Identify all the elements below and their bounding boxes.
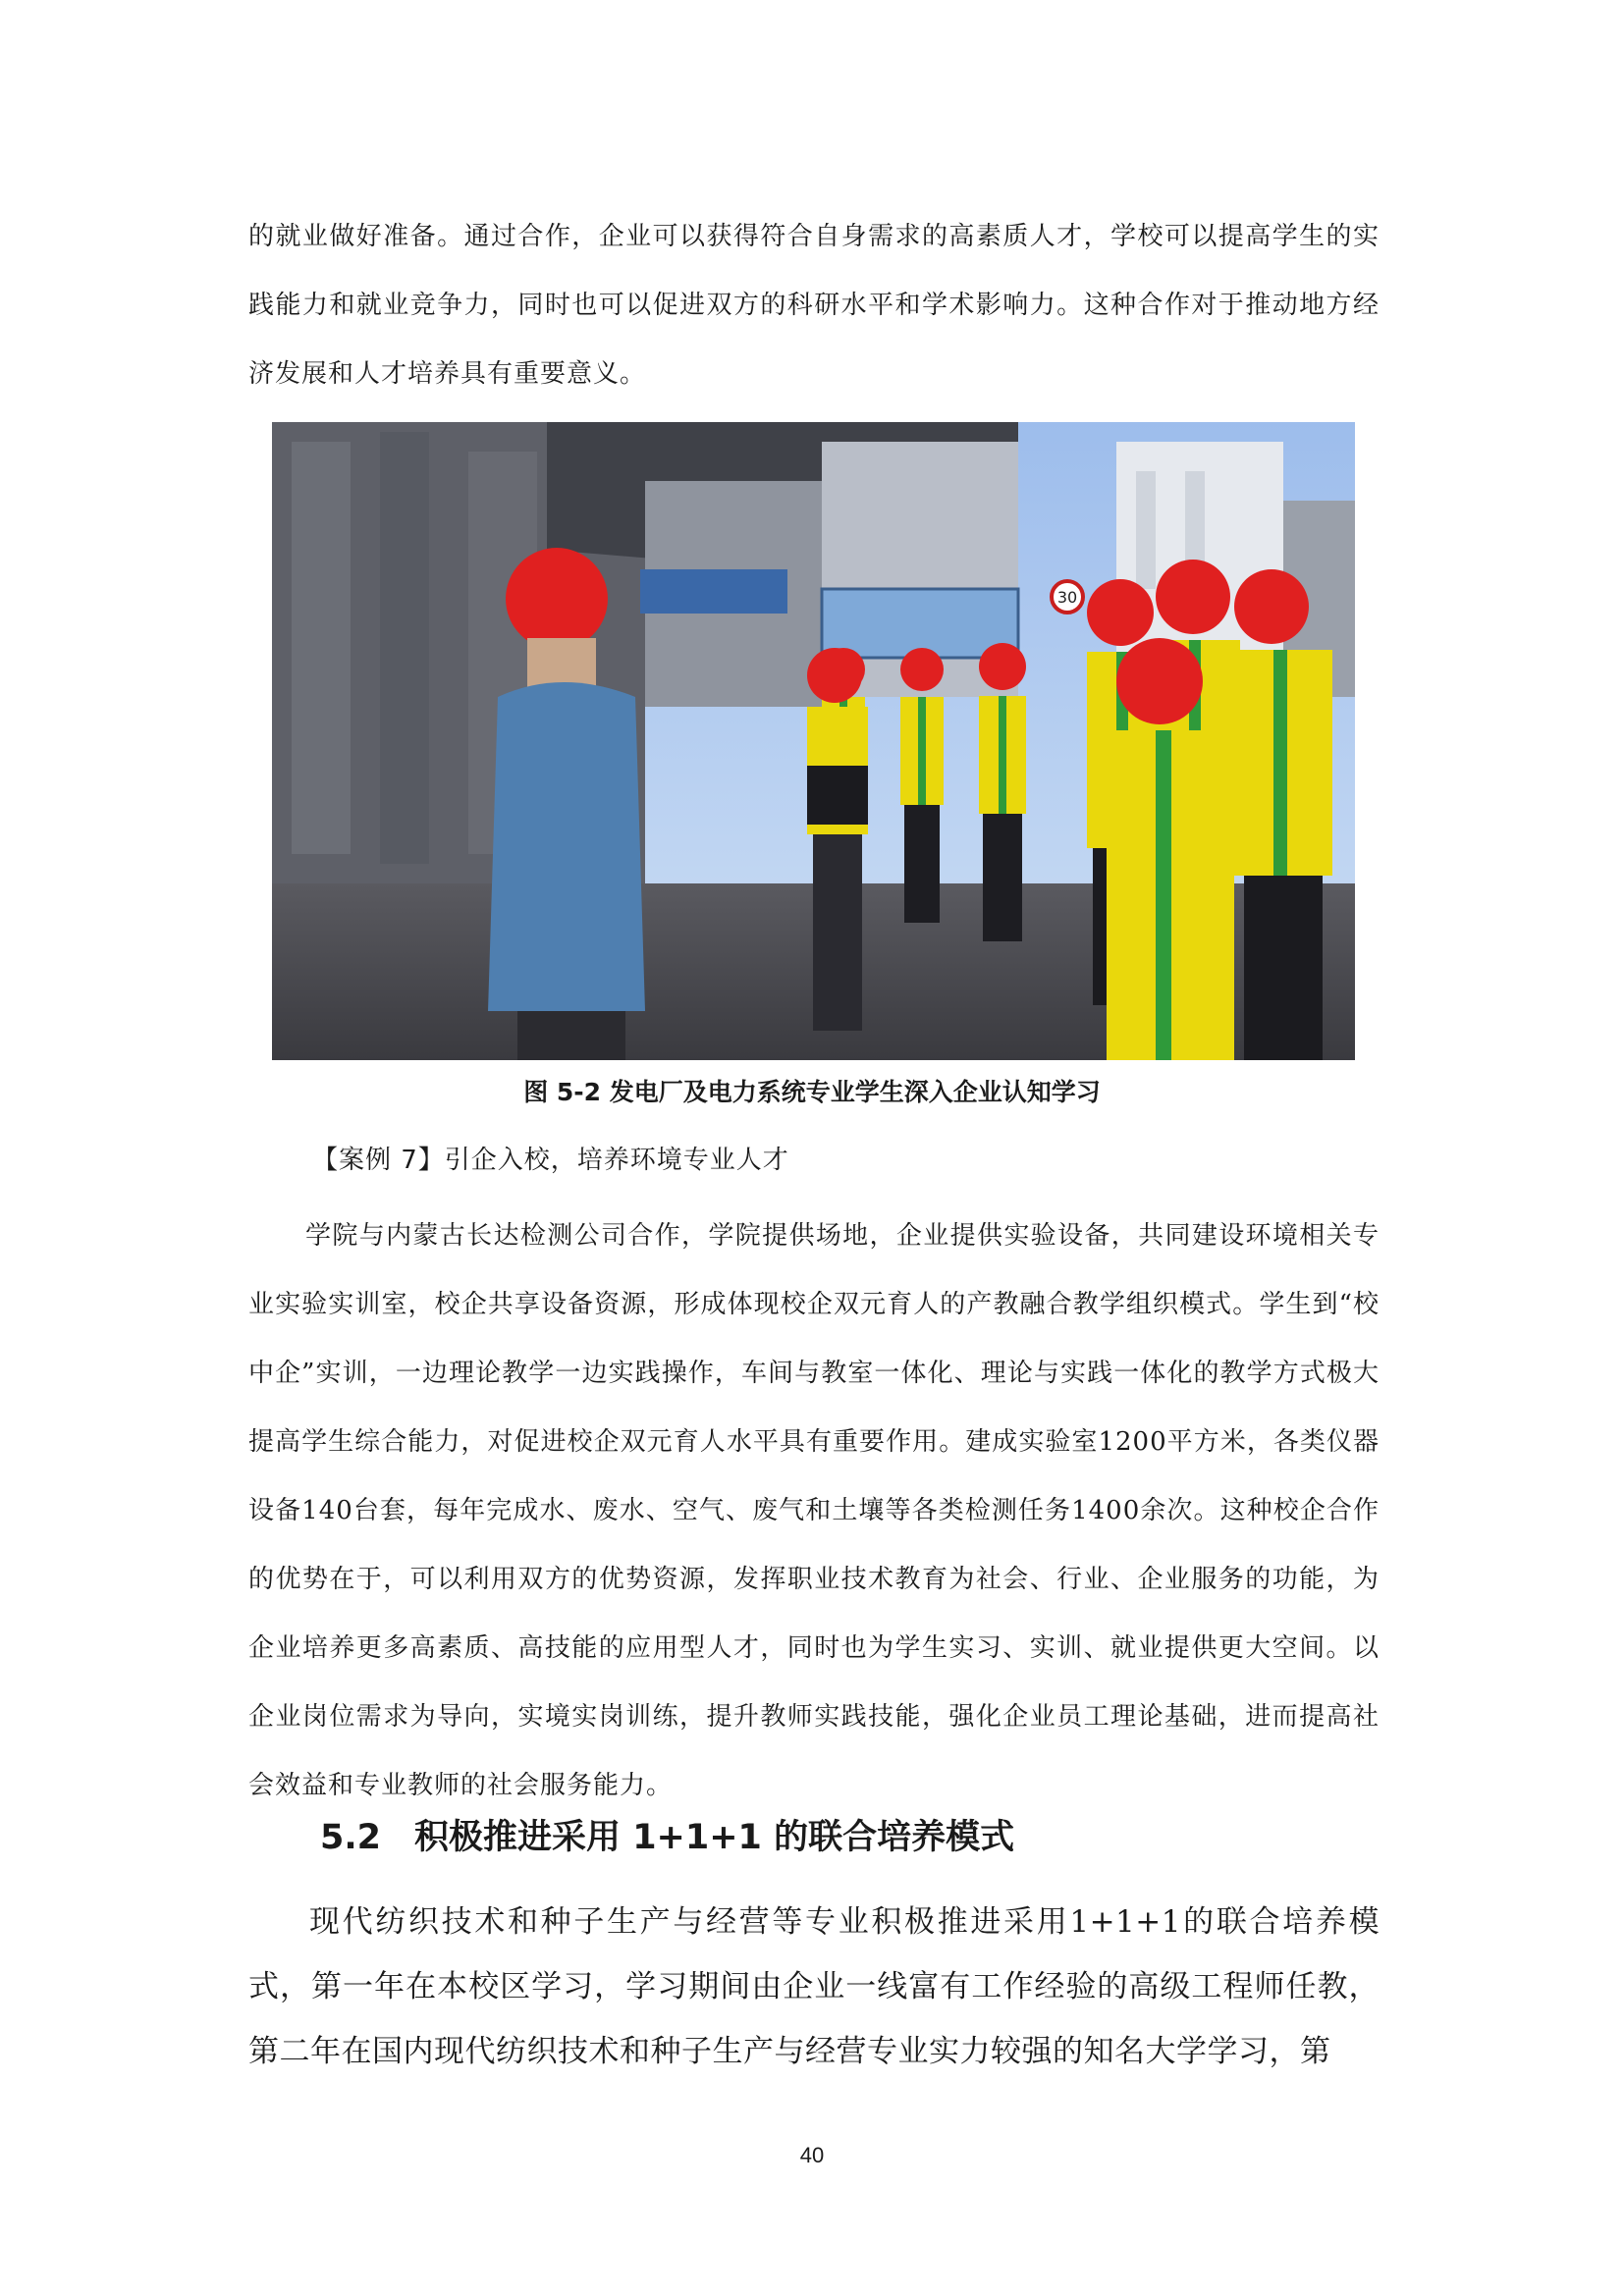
paragraph-case-body: 学院与内蒙古长达检测公司合作，学院提供场地，企业提供实验设备，共同建设环境相关专业实验实训室，校企共享设备资源，形成体现校企双元育人的产教融合教学组织模式。学生到“校中企”实训，一边理论教学一边实践操作，车间与教室一体化、理论与实践一体化的教学方式极大提高学生综合能力，对促进校企双元育人水平具有重要作用。建成实验室1200平方米，各类仪器设备140台套，每年完成水、废水、空气、废气和土壤等各类检测任务1400余次。这种校企合作的优势在于，可以利用双方的优势资源，发挥职业技术教育为社会、行业、企业服务的功能，为企业培养更多高素质、高技能的应用型人才，同时也为学生实习、实训、就业提供更大空间。以企业岗位需求为导向，实境实岗训练，提升教师实践技能，强化企业员工理论基础，进而提高社会效益和专业教师的社会服务能力。 xyxy=(248,1221,1380,1800)
paragraph-intro: 的就业做好准备。通过合作，企业可以获得符合自身需求的高素质人才，学校可以提高学生的实践能力和就业竞争力，同时也可以促进双方的科研水平和学术影响力。这种合作对于推动地方经济发展和人才培养具有重要意义。 xyxy=(248,222,1380,389)
section-title: 积极推进采用 1+1+1 的联合培养模式 xyxy=(414,1818,1015,1857)
case-heading: 【案例 7】引企入校，培养环境专业人才 xyxy=(312,1146,789,1175)
speed-sign-label: 30 xyxy=(1056,588,1078,607)
photo-illustration xyxy=(272,422,1355,1060)
section-heading xyxy=(320,1808,1014,1867)
photo-students-at-power-plant xyxy=(272,422,1355,1060)
paragraph-joint-training: 现代纺织技术和种子生产与经营等专业积极推进采用1+1+1的联合培养模式，第一年在本校区学习，学习期间由企业一线富有工作经验的高级工程师任教，第二年在国内现代纺织技术和种子生产与经营专业实力较强的知名大学学习，第 xyxy=(248,1904,1380,2069)
section-number: 5.2 xyxy=(320,1818,382,1857)
figure-caption: 图 5-2 发电厂及电力系统专业学生深入企业认知学习 xyxy=(523,1078,1101,1106)
blue-banner xyxy=(640,569,787,614)
notice-board xyxy=(822,589,1018,658)
page-number: 40 xyxy=(799,2143,825,2167)
